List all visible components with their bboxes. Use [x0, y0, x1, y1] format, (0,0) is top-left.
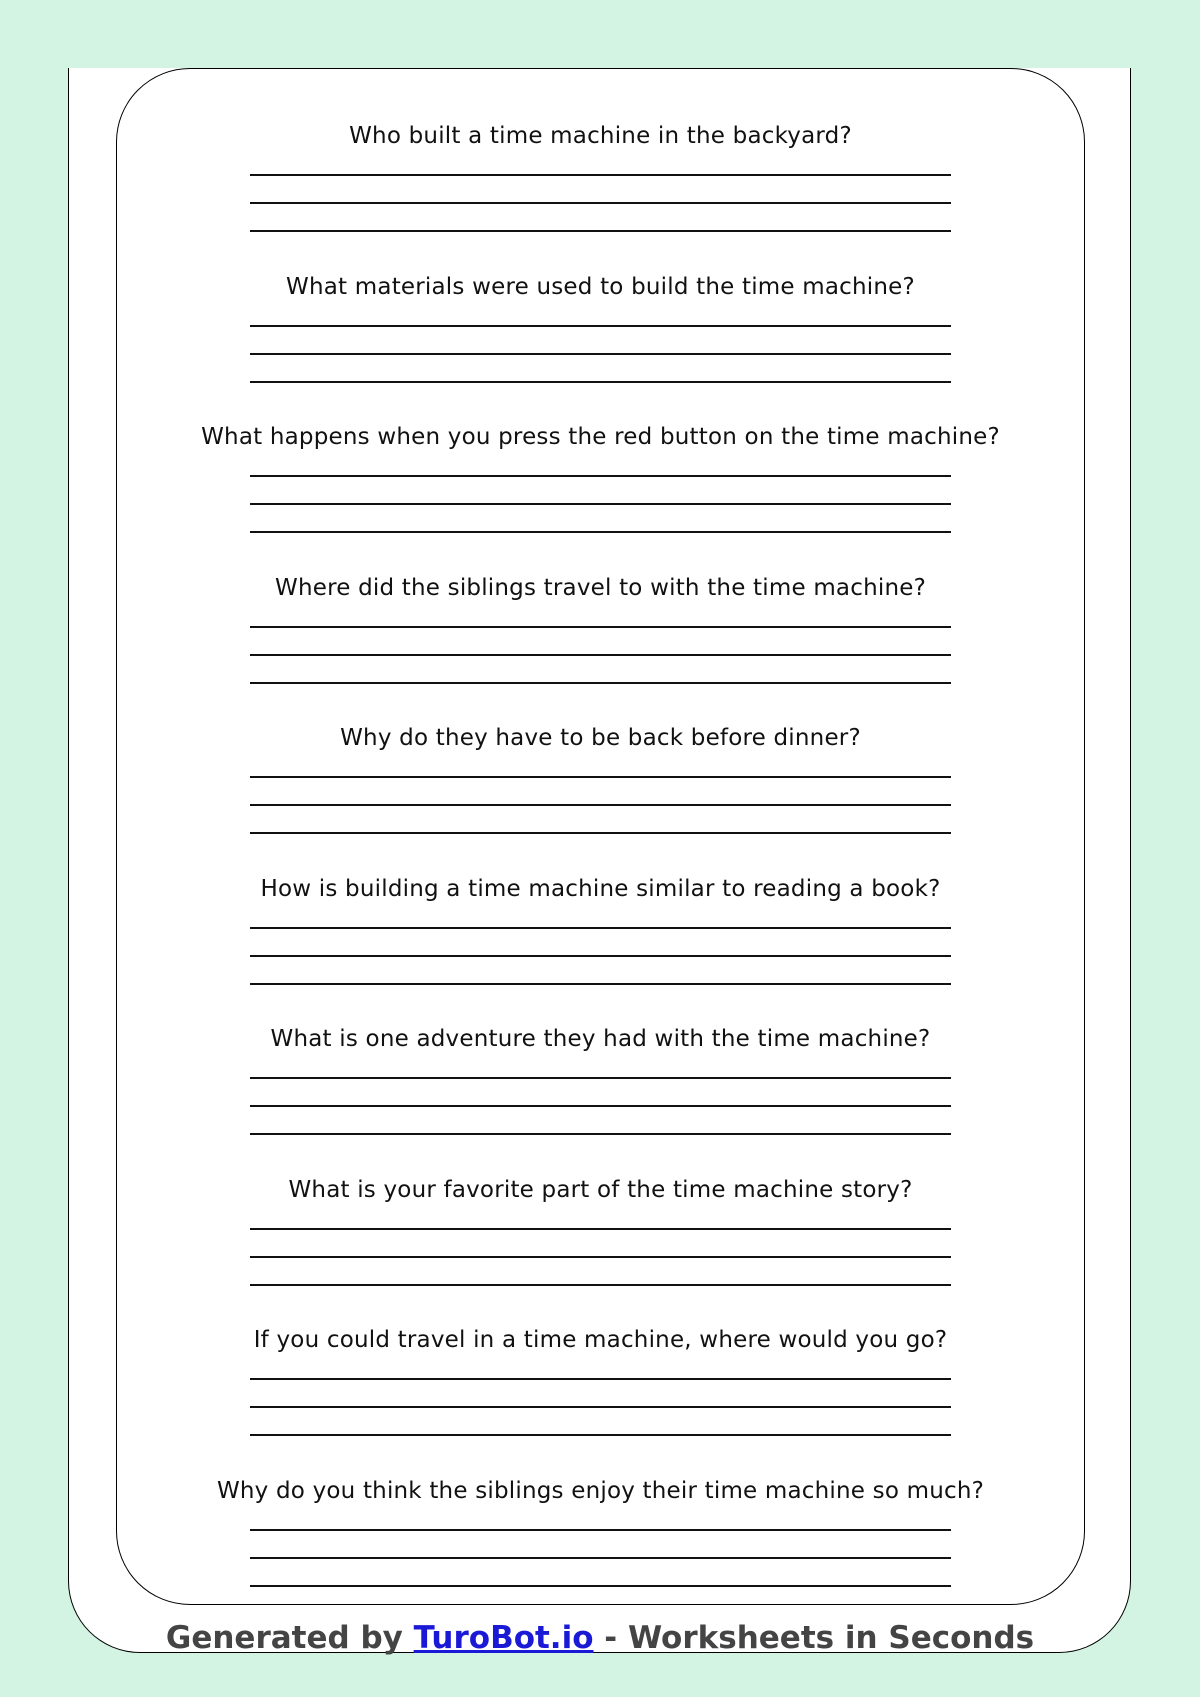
question-item [116, 421, 1085, 572]
question-item [116, 1475, 1085, 1626]
answer-line[interactable] [250, 1557, 951, 1559]
answer-line[interactable] [250, 1434, 951, 1436]
answer-line[interactable] [250, 381, 951, 383]
answer-line[interactable] [250, 1133, 951, 1135]
footer-credit [0, 1618, 1200, 1658]
answer-line[interactable] [250, 1228, 951, 1230]
question-text: Who built a time machine in the backyard? [349, 123, 852, 149]
question-item [116, 1023, 1085, 1174]
answer-line[interactable] [250, 1529, 951, 1531]
turobot-link[interactable]: TuroBot.io [413, 1620, 594, 1656]
question-item [116, 1174, 1085, 1325]
answer-line[interactable] [250, 654, 951, 656]
answer-line[interactable] [250, 1077, 951, 1079]
question-text: What is one adventure they had with the time machine? [270, 1026, 931, 1052]
question-text: What is your favorite part of the time machine story? [288, 1176, 913, 1203]
footer-suffix: - Worksheets in Seconds [593, 1620, 1035, 1656]
answer-line[interactable] [250, 626, 951, 628]
answer-line[interactable] [250, 202, 951, 204]
answer-line[interactable] [250, 1585, 951, 1587]
question-item [116, 572, 1085, 723]
question-text: What materials were used to build the time machine? [286, 273, 915, 300]
answer-line[interactable] [250, 927, 951, 929]
question-item [116, 1324, 1085, 1475]
question-text: Why do you think the siblings enjoy their time machine so much? [216, 1477, 985, 1504]
answer-line[interactable] [250, 804, 951, 806]
answer-line[interactable] [250, 531, 951, 533]
answer-line[interactable] [250, 955, 951, 957]
answer-line[interactable] [250, 1406, 951, 1408]
answer-line[interactable] [250, 174, 951, 176]
question-item [116, 271, 1085, 422]
question-text: What happens when you press the red button on the time machine? [201, 424, 1000, 450]
answer-line[interactable] [250, 503, 951, 505]
question-text: Why do they have to be back before dinner? [340, 725, 861, 751]
question-text: How is building a time machine similar to reading a book? [260, 875, 941, 902]
question-text: If you could travel in a time machine, where would you go? [253, 1327, 948, 1353]
answer-line[interactable] [250, 1256, 951, 1258]
question-item [116, 722, 1085, 873]
question-item [116, 120, 1085, 271]
answer-line[interactable] [250, 1284, 951, 1286]
question-text: Where did the siblings travel to with the time machine? [275, 574, 926, 601]
answer-line[interactable] [250, 682, 951, 684]
answer-line[interactable] [250, 475, 951, 477]
question-list [116, 120, 1085, 1625]
answer-line[interactable] [250, 1105, 951, 1107]
question-item [116, 873, 1085, 1024]
answer-line[interactable] [250, 325, 951, 327]
answer-line[interactable] [250, 832, 951, 834]
answer-line[interactable] [250, 353, 951, 355]
answer-line[interactable] [250, 776, 951, 778]
answer-line[interactable] [250, 983, 951, 985]
answer-line[interactable] [250, 1378, 951, 1380]
answer-line[interactable] [250, 230, 951, 232]
footer-prefix: Generated by [165, 1620, 414, 1656]
